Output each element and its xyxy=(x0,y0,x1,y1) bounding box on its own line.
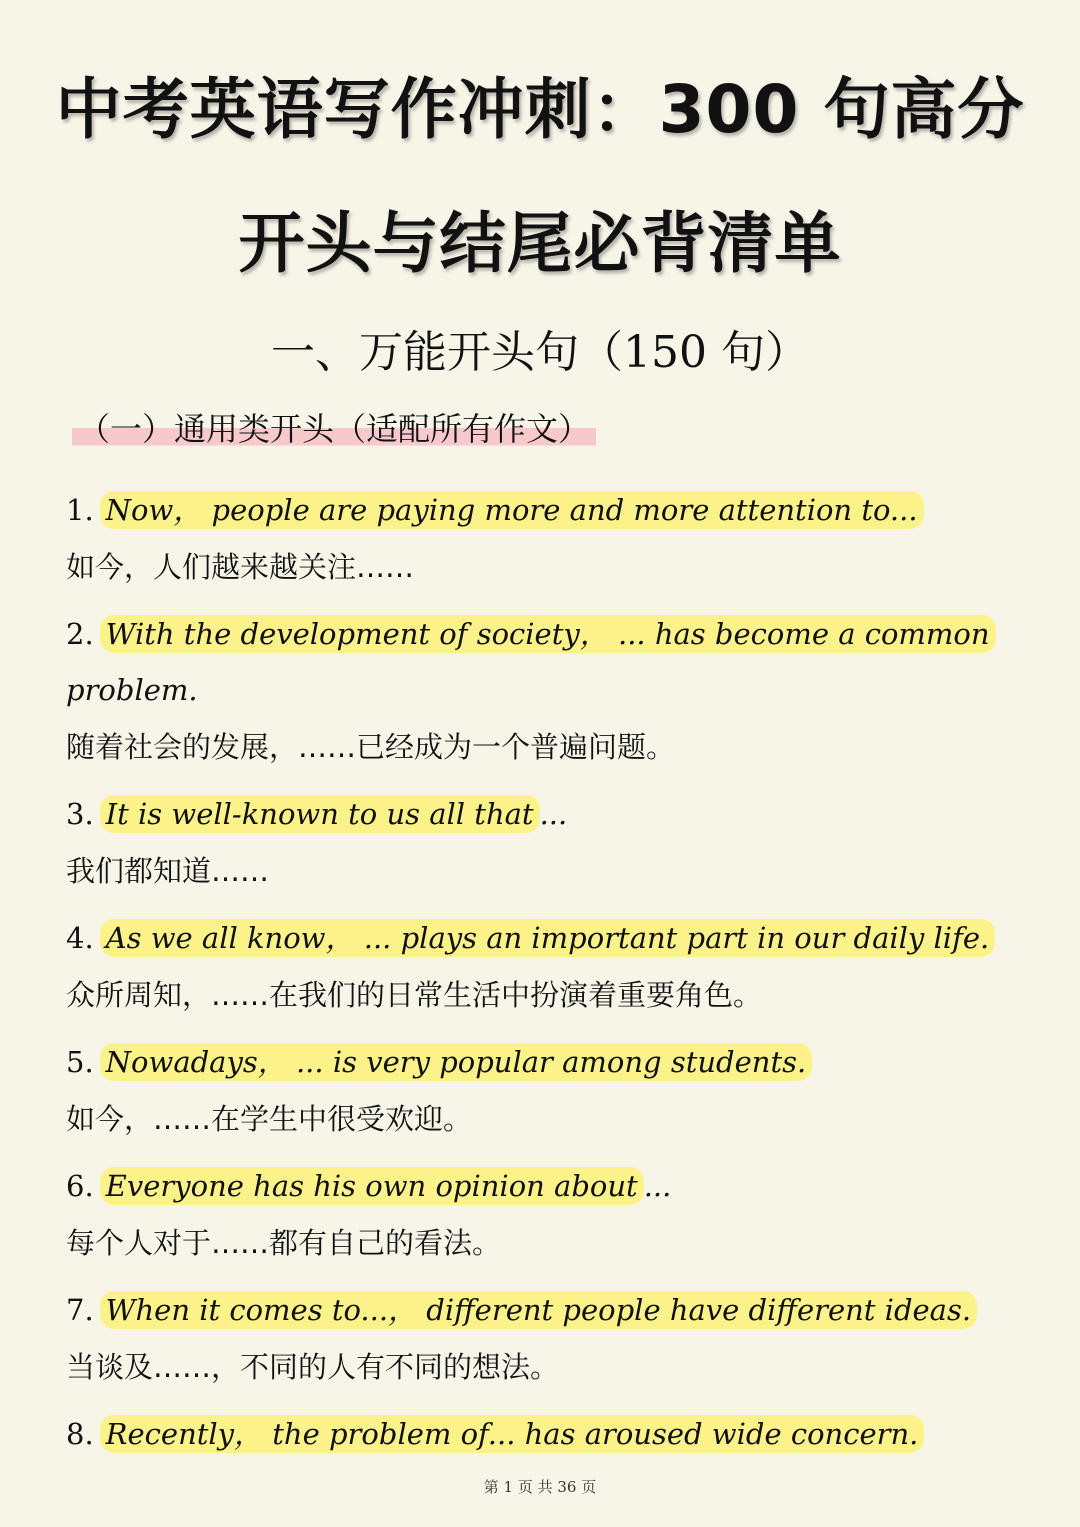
page-title-line-1: 中考英语写作冲刺：300 句高分 xyxy=(55,71,1025,148)
highlighted-phrase: Recently， the problem of... has aroused wide concern. xyxy=(100,1415,925,1453)
chinese-translation: 当谈及……，不同的人有不同的想法。 xyxy=(66,1350,560,1384)
highlighted-phrase: It is well-known to us all that xyxy=(100,795,540,833)
highlighted-phrase: When it comes to...， different people have different ideas. xyxy=(100,1291,977,1329)
page-number-footer: 第 1 页 共 36 页 xyxy=(483,1478,597,1496)
sub-heading xyxy=(72,404,596,450)
english-sentence xyxy=(66,786,1026,842)
sentence-item-7 xyxy=(66,1282,1026,1392)
highlighted-phrase: Now， people are paying more and more attention to... xyxy=(100,491,924,529)
english-sentence xyxy=(66,910,1026,966)
sentence-rest: ... xyxy=(643,1169,672,1203)
sentence-item-5 xyxy=(66,1034,1026,1144)
highlighted-phrase: As we all know， ... plays an important part in our daily life. xyxy=(100,919,996,957)
sentence-item-3 xyxy=(66,786,1026,896)
sentence-item-1 xyxy=(66,482,1026,592)
sentence-item-4 xyxy=(66,910,1026,1020)
sentence-rest: ... xyxy=(539,797,568,831)
sentence-number: 1. xyxy=(66,493,94,527)
sentence-number: 2. xyxy=(66,617,94,651)
sentence-number: 5. xyxy=(66,1045,94,1079)
sentence-number: 8. xyxy=(66,1417,94,1451)
highlighted-phrase: Everyone has his own opinion about xyxy=(100,1167,644,1205)
sentence-number: 6. xyxy=(66,1169,94,1203)
sub-heading-text: （一）通用类开头（适配所有作文） xyxy=(72,410,596,448)
sentence-number: 3. xyxy=(66,797,94,831)
sentence-rest: problem. xyxy=(66,673,198,707)
chinese-translation: 众所周知，……在我们的日常生活中扮演着重要角色。 xyxy=(66,978,763,1012)
chinese-translation: 如今，……在学生中很受欢迎。 xyxy=(66,1102,473,1136)
sentence-item-6 xyxy=(66,1158,1026,1268)
chinese-translation: 每个人对于……都有自己的看法。 xyxy=(66,1226,502,1260)
chinese-translation: 随着社会的发展，……已经成为一个普遍问题。 xyxy=(66,730,676,764)
english-sentence xyxy=(66,1034,1026,1090)
sentence-item-8 xyxy=(66,1406,1026,1462)
english-sentence xyxy=(66,606,1026,718)
english-sentence xyxy=(66,482,1026,538)
highlighted-phrase: With the development of society， ... has become a common xyxy=(100,615,996,653)
chinese-translation: 如今，人们越来越关注…… xyxy=(66,550,415,584)
highlighted-phrase: Nowadays， ... is very popular among students. xyxy=(100,1043,813,1081)
english-sentence xyxy=(66,1158,1026,1214)
sentence-number: 4. xyxy=(66,921,94,955)
english-sentence xyxy=(66,1282,1026,1338)
english-sentence xyxy=(66,1406,1026,1462)
page-title-line-2: 开头与结尾必背清单 xyxy=(238,205,842,282)
chinese-translation: 我们都知道…… xyxy=(66,854,270,888)
sentence-item-2 xyxy=(66,606,1026,772)
section-heading: 一、万能开头句（150 句） xyxy=(271,327,809,378)
sentence-number: 7. xyxy=(66,1293,94,1327)
